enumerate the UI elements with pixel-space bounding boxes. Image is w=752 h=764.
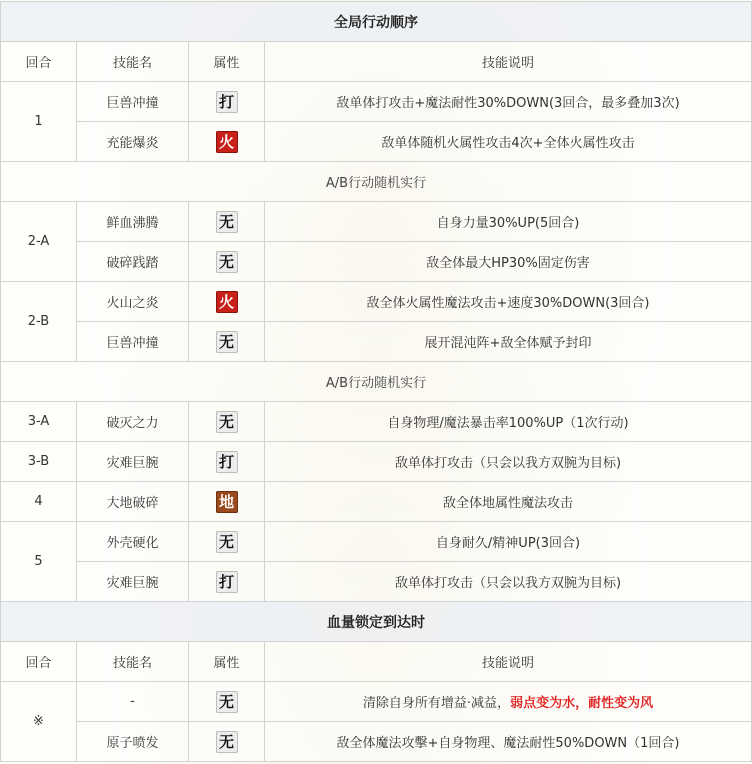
attr-cell: [189, 202, 265, 242]
skill-desc: 自身耐久/精神UP(3回合): [265, 522, 752, 562]
table-row: [1, 682, 752, 722]
skill-name: 巨兽冲撞: [77, 322, 189, 362]
attr-cell: [189, 122, 265, 162]
turn-cell: 5: [1, 522, 77, 602]
turn-cell: 1: [1, 82, 77, 162]
table-row: [1, 242, 752, 282]
attr-cell: [189, 562, 265, 602]
skill-name: 巨兽冲撞: [77, 82, 189, 122]
table-row: [1, 522, 752, 562]
table-header-row: [1, 42, 752, 82]
skill-desc: 展开混沌阵+敌全体赋予封印: [265, 322, 752, 362]
skill-desc: 敌全体最大HP30%固定伤害: [265, 242, 752, 282]
header-desc: 技能说明: [265, 642, 752, 682]
table-row: [1, 82, 752, 122]
header-attr: 属性: [189, 642, 265, 682]
none-attribute-icon: 无: [216, 531, 238, 553]
section-title-global-order: 全局行动顺序: [1, 2, 752, 42]
skill-desc-plain: 清除自身所有增益·减益，: [362, 696, 511, 711]
skill-desc: 敌单体打攻击+魔法耐性30%DOWN(3回合，最多叠加3次): [265, 82, 752, 122]
skill-name: 原子喷发: [77, 722, 189, 762]
fire-attribute-icon: 火: [216, 131, 238, 153]
attr-cell: [189, 682, 265, 722]
random-note: A/B行动随机实行: [1, 362, 752, 402]
none-attribute-icon: 无: [216, 691, 238, 713]
table-row: [1, 202, 752, 242]
boss-action-table: [0, 1, 752, 762]
table-row: [1, 402, 752, 442]
header-turn: 回合: [1, 42, 77, 82]
table-row: [1, 282, 752, 322]
skill-name: 大地破碎: [77, 482, 189, 522]
table-row: [1, 122, 752, 162]
skill-desc-highlight: 弱点变为水，耐性变为风: [510, 696, 654, 711]
none-attribute-icon: 无: [216, 731, 238, 753]
attr-cell: [189, 722, 265, 762]
skill-desc: 自身力量30%UP(5回合): [265, 202, 752, 242]
skill-desc: 敌单体随机火属性攻击4次+全体火属性攻击: [265, 122, 752, 162]
attr-cell: [189, 442, 265, 482]
strike-attribute-icon: 打: [216, 451, 238, 473]
attr-cell: [189, 522, 265, 562]
table-row: [1, 442, 752, 482]
skill-name: 火山之炎: [77, 282, 189, 322]
table-row: [1, 482, 752, 522]
none-attribute-icon: 无: [216, 251, 238, 273]
header-skill: 技能名: [77, 642, 189, 682]
table-header-row: [1, 642, 752, 682]
skill-desc: 敌全体火属性魔法攻击+速度30%DOWN(3回合): [265, 282, 752, 322]
table-row: [1, 562, 752, 602]
skill-desc: [265, 682, 752, 722]
table-row: [1, 722, 752, 762]
attr-cell: [189, 402, 265, 442]
none-attribute-icon: 无: [216, 211, 238, 233]
turn-cell: 4: [1, 482, 77, 522]
turn-cell: 3-B: [1, 442, 77, 482]
header-turn: 回合: [1, 642, 77, 682]
attr-cell: [189, 82, 265, 122]
none-attribute-icon: 无: [216, 411, 238, 433]
attr-cell: [189, 482, 265, 522]
skill-name: 破灭之力: [77, 402, 189, 442]
turn-cell: ※: [1, 682, 77, 762]
skill-name: 破碎践踏: [77, 242, 189, 282]
skill-name: 灾难巨腕: [77, 442, 189, 482]
skill-desc: 敌单体打攻击（只会以我方双腕为目标): [265, 562, 752, 602]
skill-name: 灾难巨腕: [77, 562, 189, 602]
attr-cell: [189, 242, 265, 282]
table-row: [1, 322, 752, 362]
skill-desc: 敌全体地属性魔法攻击: [265, 482, 752, 522]
none-attribute-icon: 无: [216, 331, 238, 353]
attr-cell: [189, 282, 265, 322]
skill-name: 外壳硬化: [77, 522, 189, 562]
header-attr: 属性: [189, 42, 265, 82]
earth-attribute-icon: 地: [216, 491, 238, 513]
skill-desc: 敌单体打攻击（只会以我方双腕为目标): [265, 442, 752, 482]
random-note: A/B行动随机实行: [1, 162, 752, 202]
skill-name: 鲜血沸腾: [77, 202, 189, 242]
section-title-hp-lock: 血量锁定到达时: [1, 602, 752, 642]
strike-attribute-icon: 打: [216, 91, 238, 113]
skill-desc: 敌全体魔法攻擊+自身物理、魔法耐性50%DOWN（1回合): [265, 722, 752, 762]
skill-desc: 自身物理/魔法暴击率100%UP（1次行动): [265, 402, 752, 442]
attr-cell: [189, 322, 265, 362]
strike-attribute-icon: 打: [216, 571, 238, 593]
header-skill: 技能名: [77, 42, 189, 82]
skill-name: -: [77, 682, 189, 722]
turn-cell: 3-A: [1, 402, 77, 442]
turn-cell: 2-A: [1, 202, 77, 282]
header-desc: 技能说明: [265, 42, 752, 82]
turn-cell: 2-B: [1, 282, 77, 362]
fire-attribute-icon: 火: [216, 291, 238, 313]
skill-name: 充能爆炎: [77, 122, 189, 162]
